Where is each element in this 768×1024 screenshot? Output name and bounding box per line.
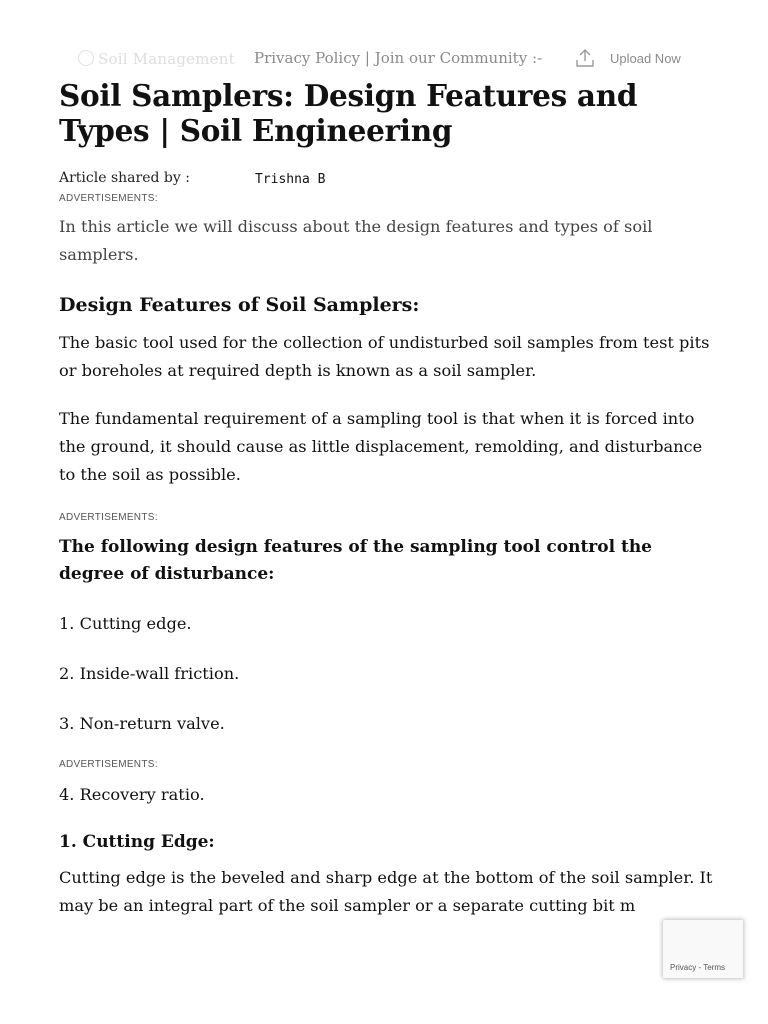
paragraph-cutting-edge (59, 864, 719, 920)
subheading-cutting-edge: 1. Cutting Edge: (59, 832, 215, 852)
join-community-link[interactable]: Join our Community :- (374, 49, 543, 67)
nav-separator: | (360, 49, 375, 67)
list-item: 2. Inside-wall friction. (59, 664, 240, 683)
author-link[interactable]: Trishna B (255, 172, 326, 187)
upload-now-button[interactable] (574, 46, 681, 70)
upload-icon (574, 47, 596, 69)
logo-icon (78, 50, 94, 66)
recaptcha-links (670, 963, 725, 972)
paragraph-fundamental-requirement: The fundamental requirement of a sampling tool is that when it is forced into the ground, it should cause as little displacement, remolding, and disturbance to the soil as possible. (59, 409, 703, 484)
recaptcha-terms-link[interactable]: Terms (703, 963, 725, 972)
paragraph-cutting-edge-text: Cutting edge is the beveled and sharp edge at the bottom of the soil sampler. It may be an integral part of the soil sampler or a separate cutting bit m (59, 868, 713, 915)
article-title: Soil Samplers: Design Features and Types | Soil Engineering (59, 78, 638, 148)
privacy-policy-link[interactable]: Privacy Policy (254, 49, 361, 67)
recaptcha-badge[interactable] (663, 920, 743, 978)
top-bar (0, 40, 768, 76)
intro-paragraph: In this article we will discuss about the design features and types of soil samplers. (59, 217, 653, 264)
header-nav (254, 49, 542, 67)
section-heading: Design Features of Soil Samplers: (59, 294, 420, 316)
paragraph-basic-tool: The basic tool used for the collection of undisturbed soil samples from test pits or boreholes at required depth is known as a soil sampler. (59, 333, 710, 380)
list-item: 4. Recovery ratio. (59, 785, 205, 804)
site-logo[interactable] (78, 50, 235, 68)
byline-label: Article shared by : (59, 170, 190, 186)
advertisement-label: ADVERTISEMENTS: (59, 759, 158, 770)
recaptcha-privacy-link[interactable]: Privacy (670, 963, 697, 972)
byline (59, 170, 719, 190)
list-item: 3. Non-return valve. (59, 714, 225, 733)
article (59, 78, 719, 920)
site-logo-text: Soil Management (98, 50, 235, 68)
recaptcha-separator: - (696, 963, 704, 972)
advertisement-label: ADVERTISEMENTS: (59, 193, 158, 204)
list-item: 1. Cutting edge. (59, 614, 192, 633)
upload-now-label: Upload Now (610, 50, 681, 66)
advertisement-label: ADVERTISEMENTS: (59, 512, 158, 523)
features-heading: The following design features of the sampling tool control the degree of disturbance: (59, 537, 652, 584)
